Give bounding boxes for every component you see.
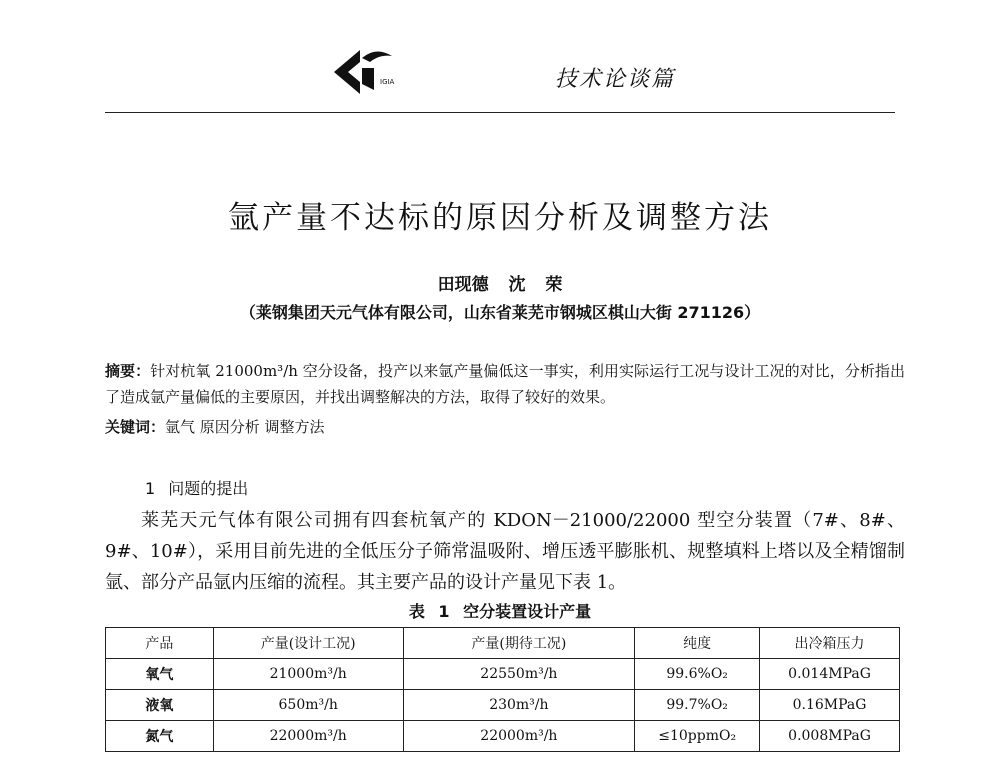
header-rule <box>105 112 895 113</box>
abstract-text: 针对杭氧 21000m³/h 空分设备，投产以来氩产量偏低这一事实，利用实际运行工况与设计工况的对比，分析指出了造成氩产量偏低的主要原因，并找出调整解决的方法，取得了较好的效果。 <box>105 362 905 406</box>
keywords-label: 关键词： <box>105 418 166 436</box>
body-paragraph: 莱芜天元气体有限公司拥有四套杭氧产的 KDON－21000/22000 型空分装置（7#、8#、9#、10#），采用目前先进的全低压分子筛常温吸附、增压透平膨胀机、规整填料上塔以及全精馏制氩、部分产品氩内压缩的流程。其主要产品的设计产量见下表 1。 <box>105 510 905 593</box>
table-row <box>106 690 900 721</box>
table-row <box>106 721 900 752</box>
authors: 田现德 沈 荣 <box>437 275 563 295</box>
table-cell: 650m³/h <box>213 690 403 721</box>
table-cell: 氧气 <box>106 659 214 690</box>
abstract <box>105 358 905 410</box>
table-cell: 0.014MPaG <box>760 659 900 690</box>
logo-text: IGIA <box>380 78 395 86</box>
header-cell: 纯度 <box>635 628 760 659</box>
header-cell: 产量(设计工况) <box>213 628 403 659</box>
table-cell: 氮气 <box>106 721 214 752</box>
table-caption: 表 1 空分装置设计产量 <box>408 602 592 621</box>
table-cell: ≤10ppmO₂ <box>635 721 760 752</box>
header-cell: 产量(期待工况) <box>403 628 635 659</box>
header-cell: 出冷箱压力 <box>760 628 900 659</box>
table-cell: 99.7%O₂ <box>635 690 760 721</box>
article-title: 氩产量不达标的原因分析及调整方法 <box>228 200 772 236</box>
table-cell: 21000m³/h <box>213 659 403 690</box>
section-label: 技术论谈篇 <box>555 67 676 92</box>
table-cell: 22000m³/h <box>213 721 403 752</box>
logo-swoosh <box>362 51 392 62</box>
table-header-row <box>106 628 900 659</box>
journal-logo <box>332 44 412 96</box>
logo-arrow-shape <box>334 50 360 94</box>
table-cell: 22550m³/h <box>403 659 635 690</box>
design-output-table <box>105 627 900 752</box>
affiliation: （莱钢集团天元气体有限公司，山东省莱芜市钢城区棋山大街 271126） <box>239 303 761 322</box>
header-cell: 产品 <box>106 628 214 659</box>
table-cell: 99.6%O₂ <box>635 659 760 690</box>
section-heading: 1 问题的提出 <box>145 479 249 498</box>
keywords <box>105 414 905 440</box>
table-cell: 0.16MPaG <box>760 690 900 721</box>
table-cell: 230m³/h <box>403 690 635 721</box>
keywords-text: 氩气 原因分析 调整方法 <box>165 418 325 436</box>
logo-bar <box>362 68 374 90</box>
table-cell: 0.008MPaG <box>760 721 900 752</box>
table-cell: 液氧 <box>106 690 214 721</box>
abstract-label: 摘要： <box>105 362 151 380</box>
table-cell: 22000m³/h <box>403 721 635 752</box>
table-row <box>106 659 900 690</box>
